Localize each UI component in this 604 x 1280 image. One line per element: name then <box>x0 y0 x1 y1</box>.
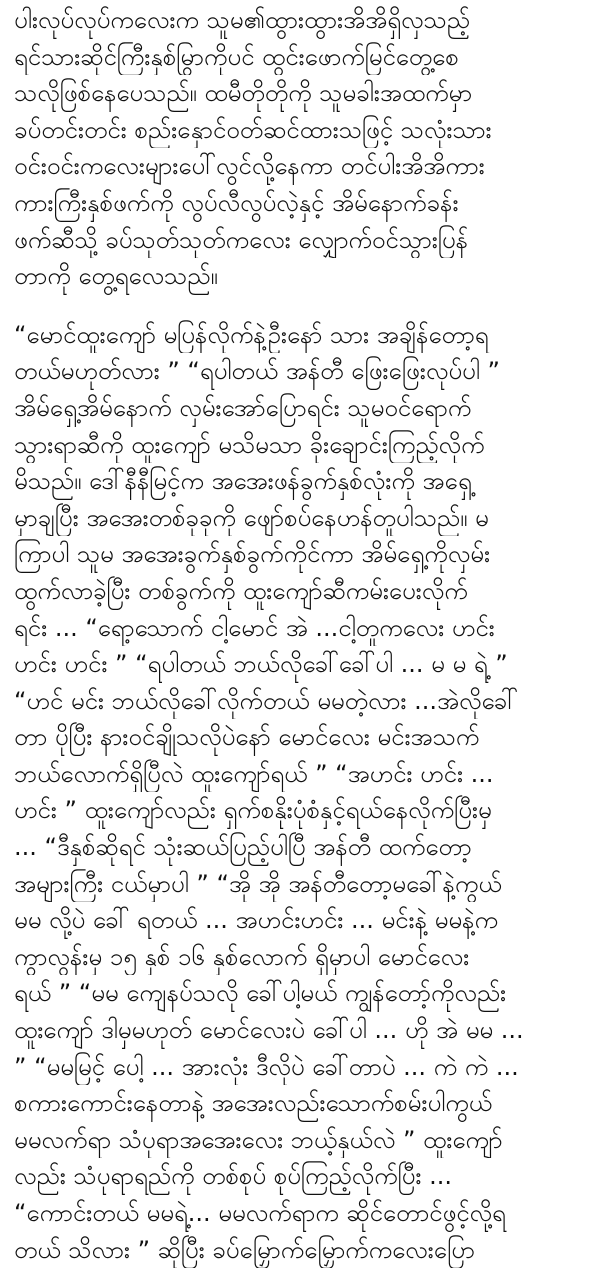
text-line: မမလက်ရာ သံပုရာအအေးလေး ဘယ့်နှယ်လဲ ” ထူးကျော် <box>14 1125 503 1154</box>
paragraph-2 <box>14 317 590 1268</box>
text-line: ကွာလွန်းမှ ၁၅ နှစ် ၁၆ နှစ်လောက် ရှိမှာပါ မောင်လေး <box>14 942 470 971</box>
text-line: အများကြီး ငယ်မှာပါ ” “အို အို အန်တီတော့မခေါ်နဲ့ကွယ် <box>14 869 502 898</box>
text-line: သွားရာဆီကို ထူးကျော် မသိမသာ ခိုးချောင်းကြည့်လိုက် <box>14 430 485 459</box>
text-line: ကြာပါ သူမ အအေးခွက်နှစ်ခွက်ကိုင်ကာ အိမ်ရှေ့ကိုလှမ်း <box>14 540 491 569</box>
text-line: ဖက်ဆီသို့ ခပ်သုတ်သုတ်ကလေး လျှောက်ဝင်သွားပြန် <box>14 225 469 254</box>
text-line: ကားကြီးနှစ်ဖက်ကို လွပ်လီလွပ်လဲ့နှင့် အိမ်နောက်ခန်း <box>14 188 459 217</box>
text-line: ခပ်တင်းတင်း စည်းနှောင်ဝတ်ဆင်ထားသဖြင့် သလုံးသား <box>14 115 492 144</box>
text-line: မိသည်။ ဒေါ်နီနီမြင့်က အအေးဖန်ခွက်နှစ်လုံးကို အရှေ့ <box>14 467 472 496</box>
text-line: အိမ်ရှေ့အိမ်နောက် လှမ်းအော်ပြောရင်း သူမဝင်ရောက် <box>14 393 472 422</box>
paragraph-1 <box>14 2 590 295</box>
text-line: ဟင်း ” ထူးကျော်လည်း ရှက်စနိုးပုံစံနှင့်ရယ်နေလိုက်ပြီးမှ <box>14 796 492 825</box>
text-line: တယ်မဟုတ်လား ” “ရပါတယ် အန်တီ ဖြေးဖြေးလုပ်ပါ ” <box>14 357 500 386</box>
text-line: ဝင်းဝင်းကလေးများပေါ်လွင်လို့နေကာ တင်ပါးအိအိကား <box>14 152 485 181</box>
text-line: ” “မမမြင့် ပေါ့ ... အားလုံး ဒီလိုပဲ ခေါ်တာပဲ ... ကဲ ကဲ ... <box>14 1052 519 1081</box>
text-line: စကားကောင်းနေတာနဲ့ အအေးလည်းသောက်စမ်းပါကွယ် <box>14 1089 493 1118</box>
text-line: မမ လို့ပဲ ခေါ် ရတယ် ... အဟင်းဟင်း ... မင်းနဲ့ မမနဲ့က <box>14 906 498 935</box>
text-line: ဟင်း ဟင်း ” “ရပါတယ် ဘယ်လိုခေါ်ခေါ်ပါ ... မ မ ရဲ့ ” <box>14 650 508 679</box>
text-line: တယ် သိလား ” ဆိုပြီး ခပ်မြှောက်မြှောက်ကလေးပြော <box>14 1235 475 1264</box>
text-line: “မောင်ထူးကျော် မပြန်လိုက်နဲ့ဦးနော် သား အချိန်တော့ရ <box>14 320 489 349</box>
text-line: ရင်သားဆိုင်ကြီးနှစ်မြွာကိုပင် ထွင်းဖောက်မြင်တွေ့စေ <box>14 42 459 71</box>
text-line: ... “ဒီနှစ်ဆိုရင် သုံးဆယ်ပြည့်ပါပြီ အန်တီ ထက်တော့ <box>14 833 472 862</box>
text-line: လည်း သံပုရာရည်ကို တစ်စုပ် စုပ်ကြည့်လိုက်ပြီး ... <box>14 1162 452 1191</box>
text-line: ရင်း ... “ရော့သောက် ငါ့မောင် အဲ ...ငါ့တူကလေး ဟင်း <box>14 613 495 642</box>
text-line: တာကို တွေ့ရလေသည်။ <box>14 262 218 291</box>
text-line: ထွက်လာခဲ့ပြီး တစ်ခွက်ကို ထူးကျော်ဆီကမ်းပေးလိုက် <box>14 576 468 605</box>
text-line: တာ ပိုပြီး နားဝင်ချိုသလိုပဲနော် မောင်လေး မင်းအသက် <box>14 723 480 752</box>
text-line: ထူးကျော် ဒါမှမဟုတ် မောင်လေးပဲ ခေါ်ပါ ... ဟို အဲ မမ ... <box>14 1016 524 1045</box>
text-line: မှာချပြီး အအေးတစ်ခုခုကို ဖျော်စပ်နေဟန်တူပါသည်။ မ <box>14 503 489 532</box>
text-line: “ဟင် မင်း ဘယ်လိုခေါ်လိုက်တယ် မမတဲ့လား ...အဲလိုခေါ် <box>14 686 518 715</box>
text-line: ဘယ်လောက်ရှိပြီလဲ ထူးကျော်ရယ် ” “အဟင်း ဟင်း ... <box>14 759 494 788</box>
text-line: သလိုဖြစ်နေပေသည်။ ထမီတိုတိုကို သူမခါးအထက်မှာ <box>14 79 473 108</box>
text-line: ပါးလုပ်လုပ်ကလေးက သူမ၏ထွားထွားအိအိရှိလှသည့် <box>14 6 470 34</box>
text-line: ရယ် ” “မမ ကျေနပ်သလို ခေါ်ပါ့မယ် ကျွန်တော့်ကိုလည်း <box>14 979 507 1008</box>
text-line: “ကောင်းတယ် မမရဲ့... မမလက်ရာက ဆိုင်တောင်ဖွင့်လို့ရ <box>14 1199 506 1227</box>
